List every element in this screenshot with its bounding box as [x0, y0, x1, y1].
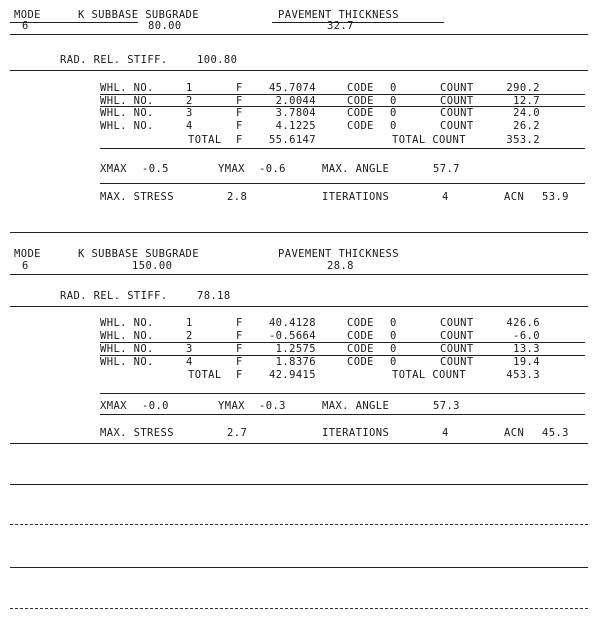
- whl-number: 1: [186, 317, 193, 329]
- whl-no-label: WHL. NO.: [100, 82, 154, 94]
- f-label: F: [236, 82, 243, 94]
- divider: [100, 414, 585, 415]
- acn-label: ACN: [504, 427, 525, 439]
- count-label: COUNT: [440, 356, 474, 368]
- whl-no-label: WHL. NO.: [100, 330, 154, 342]
- whl-number: 4: [186, 120, 193, 132]
- code-label: CODE: [347, 107, 374, 119]
- f-value: 4.1225: [275, 120, 316, 132]
- whl-number: 3: [186, 343, 193, 355]
- f-label: F: [236, 317, 243, 329]
- code-value: 0: [390, 330, 397, 342]
- max-stress-label: MAX. STRESS: [100, 427, 174, 439]
- whl-no-label: WHL. NO.: [100, 343, 154, 355]
- divider: [10, 274, 588, 275]
- f-value: -0.5664: [268, 330, 316, 342]
- ymax-label: YMAX: [218, 400, 245, 412]
- count-value: 290.2: [506, 82, 540, 94]
- count-label: COUNT: [440, 82, 474, 94]
- mode-label: MODE: [14, 9, 41, 21]
- ymax-value: -0.6: [259, 163, 286, 175]
- f-label: F: [236, 107, 243, 119]
- whl-no-label: WHL. NO.: [100, 95, 154, 107]
- total-f-value: 55.6147: [268, 134, 316, 146]
- code-label: CODE: [347, 95, 374, 107]
- f-label: F: [236, 120, 243, 132]
- count-value: 12.7: [513, 95, 540, 107]
- code-value: 0: [390, 343, 397, 355]
- count-value: 13.3: [513, 343, 540, 355]
- iterations-label: ITERATIONS: [322, 191, 390, 203]
- code-value: 0: [390, 120, 397, 132]
- blank-line: [10, 524, 588, 525]
- pavement-thickness-label: PAVEMENT THICKNESS: [278, 9, 399, 21]
- max-stress-label: MAX. STRESS: [100, 191, 174, 203]
- count-value: 19.4: [513, 356, 540, 368]
- code-label: CODE: [347, 356, 374, 368]
- iterations-label: ITERATIONS: [322, 427, 390, 439]
- divider: [100, 393, 585, 394]
- max-angle-value: 57.3: [433, 400, 460, 412]
- total-count-label: TOTAL COUNT: [392, 369, 466, 381]
- count-value: 26.2: [513, 120, 540, 132]
- code-value: 0: [390, 95, 397, 107]
- f-value: 45.7074: [268, 82, 316, 94]
- thickness-value: 28.8: [327, 260, 354, 272]
- whl-no-label: WHL. NO.: [100, 356, 154, 368]
- header-underline: [272, 22, 444, 23]
- code-value: 0: [390, 356, 397, 368]
- max-angle-label: MAX. ANGLE: [322, 400, 390, 412]
- whl-number: 3: [186, 107, 193, 119]
- count-label: COUNT: [440, 330, 474, 342]
- code-label: CODE: [347, 343, 374, 355]
- ymax-label: YMAX: [218, 163, 245, 175]
- mode-value: 6: [22, 260, 29, 272]
- xmax-value: -0.5: [142, 163, 169, 175]
- total-label: TOTAL: [188, 369, 222, 381]
- k-subbase-subgrade-label: K SUBBASE SUBGRADE: [78, 9, 199, 21]
- blank-line: [10, 608, 588, 609]
- block-separator: [10, 232, 588, 233]
- code-value: 0: [390, 317, 397, 329]
- max-stress-value: 2.7: [227, 427, 248, 439]
- code-value: 0: [390, 107, 397, 119]
- divider: [10, 70, 588, 71]
- acn-value: 45.3: [542, 427, 569, 439]
- f-value: 1.2575: [275, 343, 316, 355]
- header-underline: [10, 22, 138, 23]
- block-separator: [10, 443, 588, 444]
- k-value: 80.00: [148, 20, 182, 32]
- iterations-value: 4: [442, 427, 449, 439]
- total-label: TOTAL: [188, 134, 222, 146]
- whl-no-label: WHL. NO.: [100, 107, 154, 119]
- f-value: 3.7804: [275, 107, 316, 119]
- code-value: 0: [390, 82, 397, 94]
- acn-label: ACN: [504, 191, 525, 203]
- k-subbase-subgrade-label: K SUBBASE SUBGRADE: [78, 248, 199, 260]
- thickness-value: 32.7: [327, 20, 354, 32]
- f-label: F: [236, 134, 243, 146]
- rad-rel-stiff-value: 100.80: [197, 54, 238, 66]
- ymax-value: -0.3: [259, 400, 286, 412]
- rad-rel-stiff-label: RAD. REL. STIFF.: [60, 290, 168, 302]
- acn-value: 53.9: [542, 191, 569, 203]
- f-value: 2.0044: [275, 95, 316, 107]
- f-label: F: [236, 95, 243, 107]
- code-label: CODE: [347, 317, 374, 329]
- f-value: 40.4128: [268, 317, 316, 329]
- mode-label: MODE: [14, 248, 41, 260]
- k-value: 150.00: [132, 260, 173, 272]
- total-count-label: TOTAL COUNT: [392, 134, 466, 146]
- total-count-value: 453.3: [506, 369, 540, 381]
- total-f-value: 42.9415: [268, 369, 316, 381]
- f-value: 1.8376: [275, 356, 316, 368]
- total-count-value: 353.2: [506, 134, 540, 146]
- count-value: -6.0: [513, 330, 540, 342]
- max-angle-value: 57.7: [433, 163, 460, 175]
- blank-line: [10, 484, 588, 485]
- divider: [10, 34, 588, 35]
- mode-value: 6: [22, 20, 29, 32]
- xmax-label: XMAX: [100, 163, 127, 175]
- whl-number: 4: [186, 356, 193, 368]
- whl-no-label: WHL. NO.: [100, 120, 154, 132]
- pavement-thickness-label: PAVEMENT THICKNESS: [278, 248, 399, 260]
- count-value: 24.0: [513, 107, 540, 119]
- max-stress-value: 2.8: [227, 191, 248, 203]
- xmax-value: -0.0: [142, 400, 169, 412]
- f-label: F: [236, 356, 243, 368]
- f-label: F: [236, 343, 243, 355]
- blank-line: [10, 567, 588, 568]
- divider: [100, 148, 585, 149]
- count-value: 426.6: [506, 317, 540, 329]
- whl-no-label: WHL. NO.: [100, 317, 154, 329]
- max-angle-label: MAX. ANGLE: [322, 163, 390, 175]
- code-label: CODE: [347, 82, 374, 94]
- code-label: CODE: [347, 120, 374, 132]
- code-label: CODE: [347, 330, 374, 342]
- rad-rel-stiff-label: RAD. REL. STIFF.: [60, 54, 168, 66]
- count-label: COUNT: [440, 317, 474, 329]
- divider: [10, 306, 588, 307]
- f-label: F: [236, 369, 243, 381]
- whl-number: 2: [186, 95, 193, 107]
- divider: [100, 183, 585, 184]
- whl-number: 2: [186, 330, 193, 342]
- iterations-value: 4: [442, 191, 449, 203]
- f-label: F: [236, 330, 243, 342]
- count-label: COUNT: [440, 343, 474, 355]
- count-label: COUNT: [440, 107, 474, 119]
- rad-rel-stiff-value: 78.18: [197, 290, 231, 302]
- count-label: COUNT: [440, 120, 474, 132]
- count-label: COUNT: [440, 95, 474, 107]
- xmax-label: XMAX: [100, 400, 127, 412]
- whl-number: 1: [186, 82, 193, 94]
